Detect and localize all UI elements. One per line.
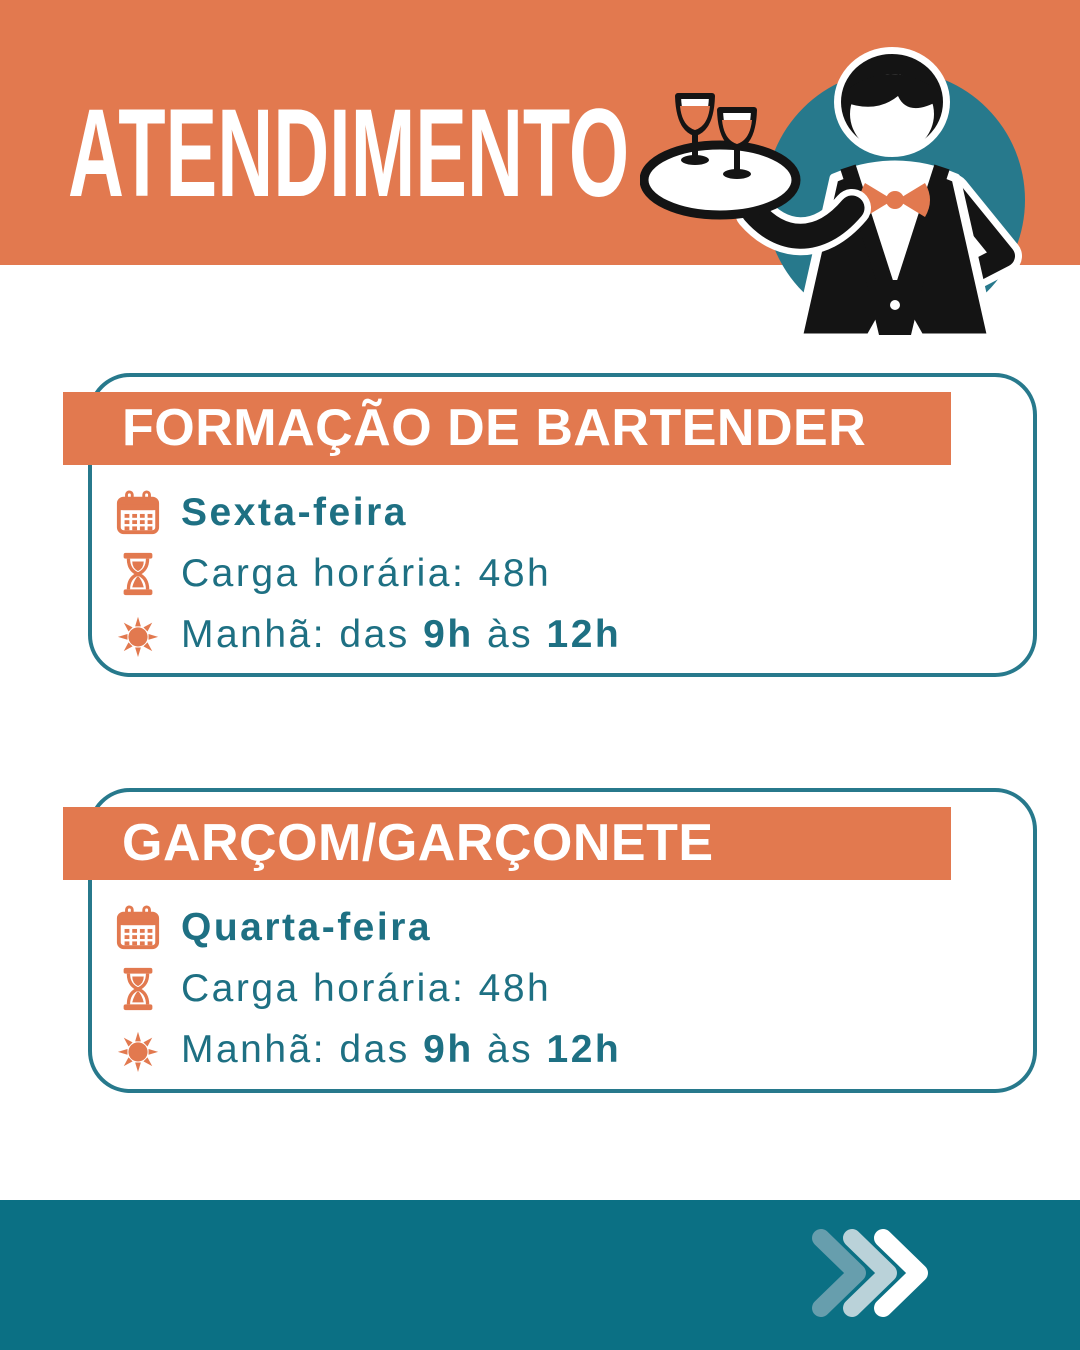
hourglass-icon bbox=[115, 966, 161, 1012]
shift-label: Manhã: das 9h às 12h bbox=[181, 613, 622, 656]
calendar-icon bbox=[115, 490, 161, 536]
card-title: FORMAÇÃO DE BARTENDER bbox=[122, 399, 867, 457]
waiter-with-tray-icon bbox=[640, 40, 1040, 340]
hours-label: Carga horária: 48h bbox=[181, 552, 552, 595]
day-label: Quarta-feira bbox=[181, 906, 433, 949]
shift-label: Manhã: das 9h às 12h bbox=[181, 1028, 622, 1071]
card-rows bbox=[115, 491, 621, 657]
day-label: Sexta-feira bbox=[181, 491, 408, 534]
card-title-bar bbox=[63, 807, 951, 880]
course-card-bartender bbox=[88, 373, 1037, 677]
day-row bbox=[115, 906, 621, 950]
card-title-bar bbox=[63, 392, 951, 465]
day-row bbox=[115, 491, 621, 535]
shift-row bbox=[115, 613, 621, 657]
footer-bar bbox=[0, 1200, 1080, 1350]
sun-icon bbox=[115, 1027, 161, 1073]
page-title: ATENDIMENTO bbox=[68, 84, 630, 223]
card-title: GARÇOM/GARÇONETE bbox=[122, 814, 714, 872]
triple-chevron-right-icon bbox=[812, 1229, 938, 1317]
calendar-icon bbox=[115, 905, 161, 951]
sun-icon bbox=[115, 612, 161, 658]
course-card-garcom bbox=[88, 788, 1037, 1093]
hourglass-icon bbox=[115, 551, 161, 597]
hours-row bbox=[115, 967, 621, 1011]
hours-row bbox=[115, 552, 621, 596]
waiter-illustration bbox=[640, 40, 1040, 340]
card-rows bbox=[115, 906, 621, 1072]
hours-label: Carga horária: 48h bbox=[181, 967, 552, 1010]
shift-row bbox=[115, 1028, 621, 1072]
